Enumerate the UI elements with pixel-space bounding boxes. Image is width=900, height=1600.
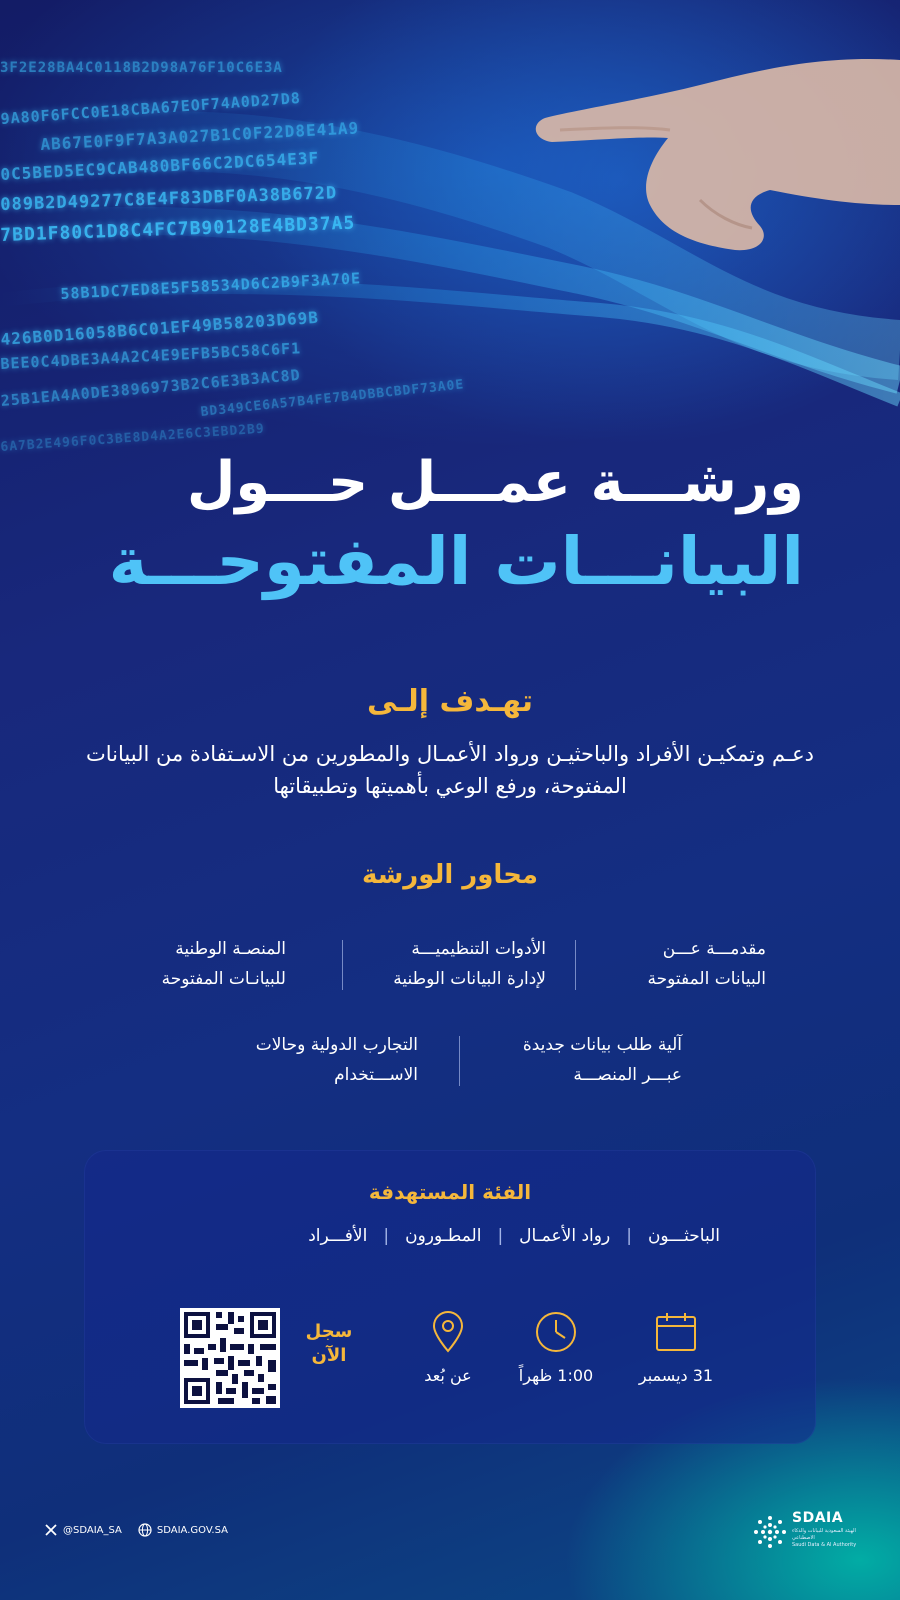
divider bbox=[575, 940, 576, 990]
code-row: 089B2D49277C8E4F83DBF0A38B672D bbox=[0, 183, 338, 215]
calendar-icon bbox=[654, 1310, 698, 1354]
separator: | bbox=[383, 1226, 390, 1246]
event-time-label: 1:00 ظهراً bbox=[518, 1366, 594, 1385]
axis-item bbox=[198, 1030, 418, 1090]
target-group: رواد الأعمـال bbox=[519, 1226, 611, 1246]
sdaia-subtitle bbox=[792, 1528, 862, 1549]
axes-heading: محاور الورشة bbox=[361, 860, 539, 890]
website-link[interactable] bbox=[138, 1523, 228, 1537]
axis-item bbox=[566, 934, 766, 994]
register-line: الآن bbox=[311, 1345, 347, 1366]
hero-image bbox=[0, 0, 900, 470]
axis-item-line: عبـــر المنصـــة bbox=[573, 1065, 682, 1085]
x-handle-text: @SDAIA_SA bbox=[63, 1524, 122, 1536]
globe-icon bbox=[138, 1523, 152, 1537]
target-group: الباحثـــون bbox=[647, 1226, 720, 1246]
website-text: SDAIA.GOV.SA bbox=[156, 1524, 228, 1536]
separator: | bbox=[497, 1226, 504, 1246]
clock-icon bbox=[534, 1310, 578, 1354]
code-row: AB67E0F9F7A3A027B1C0F22D8E41A9 bbox=[40, 118, 360, 154]
divider bbox=[459, 1036, 460, 1086]
register-now-label[interactable] bbox=[294, 1320, 364, 1368]
axis-item bbox=[462, 1030, 682, 1090]
code-row: 25B1EA4A0DE3896973B2C6E3B3AC8D bbox=[0, 365, 302, 410]
axis-item-line: مقدمـــة عـــن bbox=[662, 939, 766, 959]
event-date-label: 31 ديسمبر bbox=[638, 1366, 714, 1385]
code-row: BD349CE6A57B4FE7B4DBBCBDF73A0E bbox=[200, 377, 465, 420]
register-line: سجل bbox=[305, 1321, 353, 1342]
axis-item bbox=[106, 934, 286, 994]
divider bbox=[342, 940, 343, 990]
separator: | bbox=[626, 1226, 632, 1246]
qr-code[interactable] bbox=[180, 1308, 280, 1408]
sdaia-name: SDAIA bbox=[792, 1510, 844, 1526]
event-location-label: عن بُعد bbox=[424, 1366, 472, 1385]
event-time bbox=[496, 1310, 616, 1385]
sdaia-logo bbox=[752, 1510, 862, 1556]
location-pin-icon bbox=[426, 1310, 470, 1354]
aims-heading: تهـدف إلـى bbox=[366, 684, 534, 719]
axis-item-line: التجارب الدولية وحالات bbox=[255, 1035, 418, 1055]
axis-item-line: لإدارة البيانات الوطنية bbox=[393, 969, 546, 989]
sdaia-emblem-icon bbox=[752, 1514, 788, 1550]
event-date bbox=[616, 1310, 736, 1385]
code-row: 9A80F6FCC0E18CBA67EOF74A0D27D8 bbox=[0, 89, 302, 128]
target-audience-list bbox=[308, 1226, 720, 1246]
code-row: 58B1DC7ED8E5F58534D6C2B9F3A70E bbox=[60, 269, 362, 303]
target-group: الأفـــراد bbox=[308, 1226, 368, 1246]
aims-text: دعـم وتمكيـن الأفراد والباحثيـن ورواد الأعمـال والمطورين من الاسـتفادة من البيانات المفتوحة، ورفع الوعي بأهميتها وتطبيقاتها bbox=[85, 742, 814, 798]
sdaia-subtitle-ar: الهيئة السعودية للبيانات والذكاء الاصطناعي bbox=[792, 1528, 856, 1541]
code-row: 3F2E28BA4C0118B2D98A76F10C6E3A bbox=[0, 60, 283, 76]
x-handle-link[interactable] bbox=[44, 1523, 122, 1537]
code-row: 0C5BED5EC9CAB480BF66C2DC654E3F bbox=[0, 148, 320, 184]
axis-item-line: الأدوات التنظيميـــة bbox=[411, 939, 546, 959]
event-location bbox=[388, 1310, 508, 1385]
page-title-line2: البيانـــات المفتوحـــة bbox=[108, 523, 804, 600]
x-logo-icon bbox=[44, 1523, 58, 1537]
axis-item-line: للبيانـات المفتوحة bbox=[161, 969, 286, 989]
axis-item-line: الاســـتخدام bbox=[334, 1065, 418, 1085]
code-row: BEE0C4DBE3A4A2C4E9EFB5BC58C6F1 bbox=[0, 339, 302, 373]
axis-item bbox=[346, 934, 546, 994]
axis-item-line: المنصـة الوطنية bbox=[175, 939, 286, 959]
code-row: 7BD1F80C1D8C4FC7B90128E4BD37A5 bbox=[0, 212, 356, 246]
code-row: 426B0D16058B6C01EF49B58203D69B bbox=[0, 307, 320, 349]
info-panel bbox=[84, 1150, 816, 1444]
footer-social bbox=[44, 1523, 244, 1537]
axis-item-line: آلية طلب بيانات جديدة bbox=[522, 1035, 682, 1055]
code-row: 6A7B2E496F0C3BE8D4A2E6C3EBD2B9 bbox=[0, 421, 266, 455]
sdaia-subtitle-en: Saudi Data & AI Authority bbox=[792, 1542, 857, 1548]
axis-item-line: البيانات المفتوحة bbox=[647, 969, 766, 989]
page-title-line1: ورشـــة عمـــل حـــول bbox=[186, 450, 804, 515]
target-group: المطـورون bbox=[405, 1226, 482, 1246]
target-audience-heading: الفئة المستهدفة bbox=[368, 1180, 532, 1204]
qr-code-image bbox=[180, 1308, 280, 1408]
